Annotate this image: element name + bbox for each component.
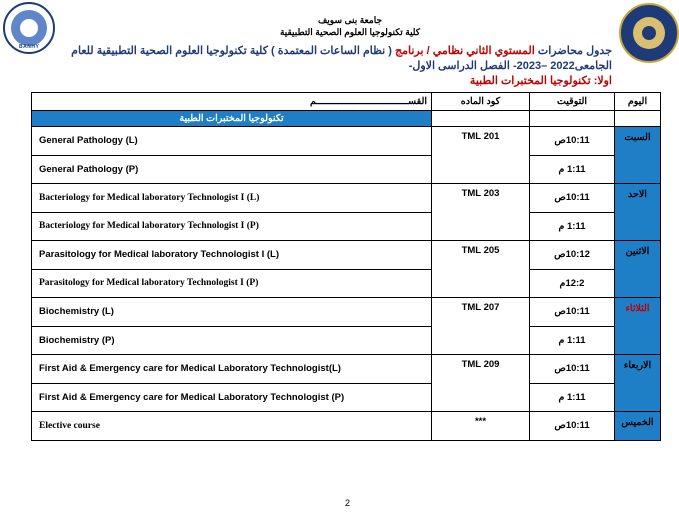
course-code: TML 205 xyxy=(432,241,530,298)
table-row xyxy=(32,212,661,241)
elective-course: Elective course xyxy=(32,412,432,441)
practical-time: 1:11 م xyxy=(530,155,615,184)
college-name: كلية تكنولوجيا العلوم الصحية التطبيقية xyxy=(279,27,421,37)
day-monday: الاثنين xyxy=(615,241,661,298)
header-code: كود الماده xyxy=(432,93,530,111)
college-logo-emblem xyxy=(11,10,47,46)
college-logo-text: BANHY xyxy=(19,44,40,50)
schedule-table xyxy=(31,92,661,441)
practical-time: 12:2م xyxy=(530,269,615,298)
course-code: TML 203 xyxy=(432,184,530,241)
lecture-time: 10:11ص xyxy=(530,412,615,441)
table-row xyxy=(32,355,661,384)
table-row xyxy=(32,326,661,355)
table-row xyxy=(32,241,661,270)
course-code: TML 201 xyxy=(432,127,530,184)
schedule-title-line1 xyxy=(71,44,612,57)
table-row xyxy=(32,155,661,184)
day-saturday: السبت xyxy=(615,127,661,184)
course-practical: Parasitology for Medical laboratory Technologist I (P) xyxy=(32,269,432,298)
table-row xyxy=(32,298,661,327)
day-sunday: الاحد xyxy=(615,184,661,241)
table-row xyxy=(32,127,661,156)
course-code: *** xyxy=(432,412,530,441)
page-number: 2 xyxy=(345,498,351,508)
table-row xyxy=(32,412,661,441)
practical-time: 1:11 م xyxy=(530,383,615,412)
day-wednesday: الاربعاء xyxy=(615,355,661,412)
title-part-a: جدول محاضرات xyxy=(537,45,612,57)
title-part-c: ( نظام الساعات المعتمدة ) كلية تكنولوجيا العلوم الصحية التطبيقية للعام xyxy=(71,45,392,57)
lecture-time: 10:11ص xyxy=(530,298,615,327)
schedule-title-line2: الجامعى2022 –2023- الفصل الدراسى الاول- xyxy=(408,60,612,72)
table-row xyxy=(32,383,661,412)
practical-time: 1:11 م xyxy=(530,326,615,355)
schedule-title-line3: اولا: تكنولوجيا المختبرات الطبية xyxy=(469,75,612,87)
table-row xyxy=(32,184,661,213)
course-practical: General Pathology (P) xyxy=(32,155,432,184)
course-practical: Biochemistry (P) xyxy=(32,326,432,355)
lecture-time: 10:11ص xyxy=(530,184,615,213)
practical-time: 1:11 م xyxy=(530,212,615,241)
department-row xyxy=(32,111,661,127)
header-day: اليوم xyxy=(615,93,661,111)
header-section: القســـــــــــــــــــــــــــــــــم xyxy=(32,93,432,111)
university-name: جامعة بنى سويف xyxy=(317,15,383,25)
department-name: تكنولوجيا المختبرات الطبية xyxy=(32,111,432,127)
day-thursday: الخميس xyxy=(615,412,661,441)
course-lecture: Biochemistry (L) xyxy=(32,298,432,327)
university-logo xyxy=(619,3,679,63)
course-lecture: Bacteriology for Medical laboratory Technologist I (L) xyxy=(32,184,432,213)
course-practical: First Aid & Emergency care for Medical Laboratory Technologist (P) xyxy=(32,383,432,412)
course-code: TML 209 xyxy=(432,355,530,412)
header-time: التوقيت xyxy=(530,93,615,111)
course-practical: Bacteriology for Medical laboratory Technologist I (P) xyxy=(32,212,432,241)
title-part-b: المستوي الثاني نظامي / برنامج xyxy=(395,45,535,57)
lecture-time: 10:12ص xyxy=(530,241,615,270)
course-lecture: First Aid & Emergency care for Medical Laboratory Technologist(L) xyxy=(32,355,432,384)
university-logo-emblem xyxy=(633,17,665,49)
lecture-time: 10:11ص xyxy=(530,127,615,156)
table-header-row xyxy=(32,93,661,111)
course-code: TML 207 xyxy=(432,298,530,355)
lecture-time: 10:11ص xyxy=(530,355,615,384)
college-logo xyxy=(3,2,55,54)
course-lecture: Parasitology for Medical laboratory Technologist I (L) xyxy=(32,241,432,270)
course-lecture: General Pathology (L) xyxy=(32,127,432,156)
table-row xyxy=(32,269,661,298)
day-tuesday: الثلاثاء xyxy=(615,298,661,355)
